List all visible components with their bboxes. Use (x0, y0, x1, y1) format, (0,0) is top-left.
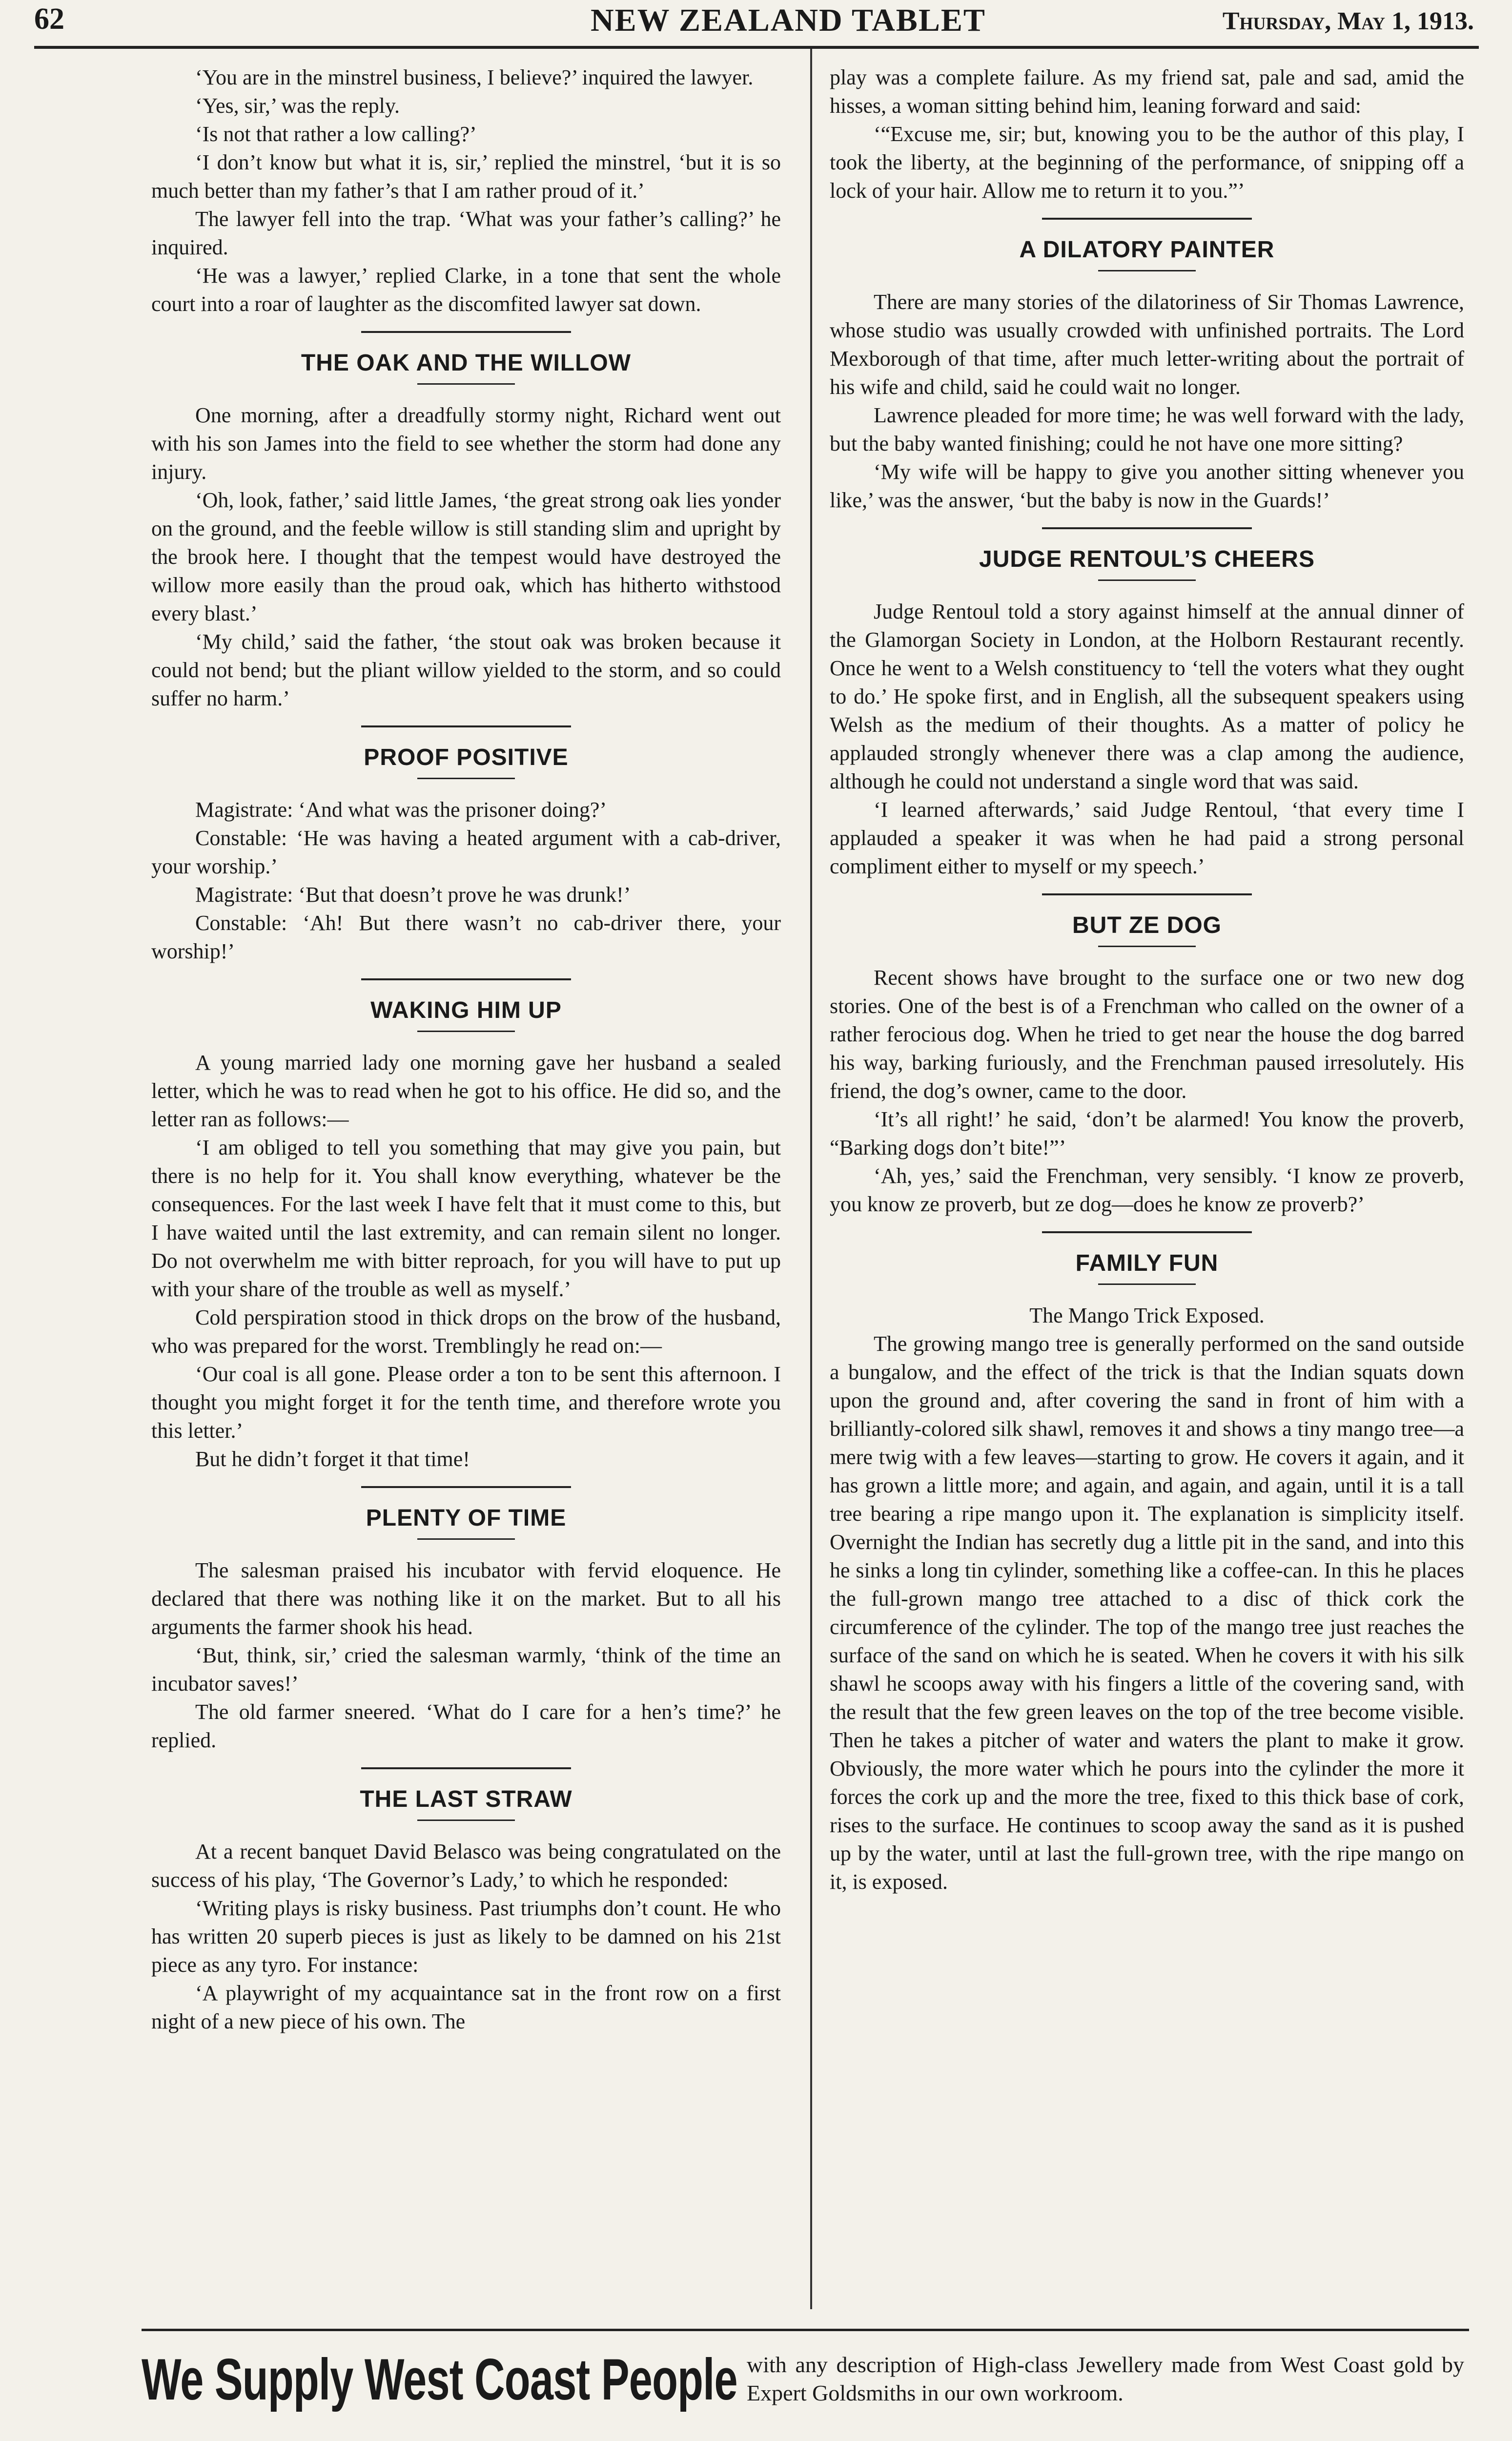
story-heading: PROOF POSITIVE (364, 745, 569, 770)
right-column (830, 63, 1464, 1909)
story-heading: THE LAST STRAW (360, 1786, 572, 1812)
section-rule (1042, 218, 1252, 220)
paragraph: ‘“Excuse me, sir; but, knowing you to be the author of this play, I took the liberty, at the beginning of the performance, of snipping off a lock of your hair. Allow me to return it to you.”’ (830, 122, 1464, 203)
paragraph: At a recent banquet David Belasco was being congratulated on the success of his play, ‘The Governor’s Lady,’ to which he responded: (151, 1840, 781, 1892)
paragraph: ‘Oh, look, father,’ said little James, ‘the great strong oak lies yonder on the ground, and the feeble willow is still standing slim and upright by the brook here. I thought that the tempest would have destroyed the willow more easily than the proud oak, which has hitherto withstood every blast.’ (151, 488, 781, 625)
paragraph: ‘But, think, sir,’ cried the salesman warmly, ‘think of the time an incubator saves!’ (151, 1643, 781, 1696)
story-but-ze-dog (830, 912, 1464, 1219)
left-column (151, 63, 781, 2048)
paragraph: ‘You are in the minstrel business, I believe?’ inquired the lawyer. (195, 65, 754, 89)
paragraph: ‘Writing plays is risky business. Past triumphs don’t count. He who has written 20 superb pieces is just as likely to be damned on his 21st piece as any tyro. For instance: (151, 1896, 781, 1977)
story-family-fun (830, 1250, 1464, 1896)
paragraph: The growing mango tree is generally performed on the sand outside a bungalow, and the effect of the trick is that the Indian squats down upon the ground and, after covering the sand in front of him with a brilliantly-colored silk shawl, removes it and shows a tiny mango tree—a mere twig with a few leaves—starting to grow. He covers it again, and it has grown a little more; and again, and again, and again, until it is a tall tree bearing a ripe mango upon it. The explanation is simplicity itself. Overnight the Indian has secretly dug a little pit in the sand, and into this he sinks a long tin cylinder, something like a coffee-can. In this he places the full-grown mango tree attached to a disc of thick cork the circumference of the cylinder. The top of the mango tree just reaches the surface of the sand on which he is seated. When he covers it with his silk shawl he scoops away with his fingers a little of the covering sand, with the result that the few green leaves on the top of the tree become visible. Then he takes a pitcher of water and waters the plant to make it grow. Obviously, the more water which he pours into the cylinder the more it forces the cork up and the more the tree, fixed to this thick base of cork, rises to the surface. He continues to scoop away the sand as it is pushed up by the water, until at last the full-grown tree, with the ripe mango on it, is exposed. (830, 1332, 1464, 1894)
heading-rule (417, 1031, 515, 1032)
masthead (34, 2, 1479, 49)
story-last-straw (151, 1786, 781, 2036)
paragraph: ‘I am obliged to tell you something that may give you pain, but there is no help for it. You shall know everything, whatever be the consequences. For the last week I have felt that it must come to this, but I have waited until the last extremity, and can remain silent no longer. Do not overwhelm me with bitter reproach, for you will have to put up with your share of the trouble as well as myself.’ (151, 1136, 781, 1301)
section-rule (361, 1486, 571, 1488)
paragraph: ‘Yes, sir,’ was the reply. (195, 94, 400, 118)
paragraph: One morning, after a dreadfully stormy night, Richard went out with his son James into the field to see whether the storm had done any injury. (151, 403, 781, 484)
paragraph: ‘Ah, yes,’ said the Frenchman, very sensibly. ‘I know ze proverb, you know ze proverb, but ze dog—does he know ze proverb?’ (830, 1164, 1464, 1216)
heading-rule (1098, 270, 1196, 271)
publication-title: NEW ZEALAND TABLET (591, 2, 986, 38)
paragraph: play was a complete failure. As my friend sat, pale and sad, amid the hisses, a woman sitting behind him, leaning forward and said: (830, 65, 1464, 118)
paragraph: Constable: ‘He was having a heated argument with a cab-driver, your worship.’ (151, 826, 781, 878)
paragraph: ‘He was a lawyer,’ replied Clarke, in a tone that sent the whole court into a roar of laughter as the discomfited lawyer sat down. (151, 264, 781, 316)
story-heading: JUDGE RENTOUL’S CHEERS (979, 546, 1315, 572)
page-number: 62 (34, 2, 64, 36)
minstrel-story-continuation (151, 63, 781, 318)
heading-rule (417, 1820, 515, 1821)
heading-rule (1098, 579, 1196, 581)
section-rule (361, 978, 571, 980)
last-straw-continuation (830, 63, 1464, 205)
paragraph: There are many stories of the dilatoriness of Sir Thomas Lawrence, whose studio was usually crowded with unfinished portraits. The Lord Mexborough of that time, after much letter-writing about the portrait of his wife and child, said he could wait no longer. (830, 290, 1464, 399)
jeweller-advertisement (142, 2329, 1469, 2441)
paragraph: A young married lady one morning gave her husband a sealed letter, which he was to read when he got to his office. He did so, and the letter ran as follows:— (151, 1051, 781, 1131)
story-heading: A DILATORY PAINTER (1019, 237, 1275, 263)
section-rule (1042, 893, 1252, 895)
section-rule (1042, 1231, 1252, 1233)
heading-rule (1098, 946, 1196, 947)
ad-tagline: with any description of High-class Jewellery made from West Coast gold by Expert Goldsmiths in our own workroom. (747, 2352, 1464, 2405)
paragraph: ‘Is not that rather a low calling?’ (195, 122, 477, 146)
paragraph: Constable: ‘Ah! But there wasn’t no cab-driver there, your worship!’ (151, 911, 781, 963)
story-proof-positive (151, 744, 781, 966)
story-dilatory-painter (830, 236, 1464, 515)
paragraph: ‘My child,’ said the father, ‘the stout oak was broken because it could not bend; but the pliant willow yielded to the storm, and so could suffer no harm.’ (151, 630, 781, 710)
section-rule (361, 725, 571, 727)
paragraph: ‘Our coal is all gone. Please order a ton to be sent this afternoon. I thought you might forget it for the tenth time, and therefore wrote you this letter.’ (151, 1362, 781, 1443)
paragraph: Cold perspiration stood in thick drops on the brow of the husband, who was prepared for the worst. Tremblingly he read on:— (151, 1305, 781, 1358)
paragraph: But he didn’t forget it that time! (195, 1447, 470, 1471)
heading-rule (1098, 1283, 1196, 1285)
heading-rule (417, 778, 515, 779)
column-divider (810, 49, 812, 2309)
paragraph: Recent shows have brought to the surface one or two new dog stories. One of the best is of a Frenchman who called on the owner of a rather ferocious dog. When he tried to get near the house the dog barred his way, barking furiously, and the Frenchman paused irresolutely. His friend, the dog’s owner, came to the door. (830, 966, 1464, 1103)
paragraph: ‘My wife will be happy to give you another sitting whenever you like,’ was the answer, ‘but the baby is now in the Guards!’ (830, 460, 1464, 512)
story-heading: BUT ZE DOG (1072, 912, 1222, 938)
story-heading: WAKING HIM UP (370, 997, 562, 1023)
story-waking-him-up (151, 997, 781, 1473)
story-heading: PLENTY OF TIME (366, 1505, 567, 1531)
heading-rule (417, 383, 515, 385)
story-judge-rentouls-cheers (830, 546, 1464, 881)
paragraph: ‘It’s all right!’ he said, ‘don’t be alarmed! You know the proverb, “Barking dogs don’t bite!”’ (830, 1107, 1464, 1159)
paragraph: ‘I learned afterwards,’ said Judge Rentoul, ‘that every time I applauded a speaker it was when he had paid a strong personal compliment either to myself or my speech.’ (830, 798, 1464, 878)
issue-date: Thursday, May 1, 1913. (1222, 7, 1474, 35)
story-plenty-of-time (151, 1505, 781, 1755)
ad-headline: We Supply West Coast People (142, 2347, 737, 2412)
section-rule (361, 1767, 571, 1769)
story-subtitle: The Mango Trick Exposed. (1029, 1303, 1265, 1327)
heading-rule (417, 1538, 515, 1540)
paragraph: Judge Rentoul told a story against himself at the annual dinner of the Glamorgan Society in London, at the Holborn Restaurant recently. Once he went to a Welsh constituency to ‘tell the voters what they ought to do.’ He spoke first, and in English, all the subsequent speakers using Welsh as the medium of their thoughts. As a matter of policy he applauded strongly whenever there was a clap among the audience, although he could not understand a single word that was said. (830, 600, 1464, 793)
paragraph: Lawrence pleaded for more time; he was well forward with the lady, but the baby wanted finishing; could he not have one more sitting? (830, 403, 1464, 455)
paragraph: The lawyer fell into the trap. ‘What was your father’s calling?’ he inquired. (151, 207, 781, 259)
paragraph: ‘I don’t know but what it is, sir,’ replied the minstrel, ‘but it is so much better than my father’s that I am rather proud of it.’ (151, 150, 781, 203)
paragraph: Magistrate: ‘But that doesn’t prove he was drunk!’ (195, 883, 631, 907)
section-rule (361, 331, 571, 333)
section-rule (1042, 527, 1252, 529)
story-oak-and-willow (151, 350, 781, 713)
story-heading: THE OAK AND THE WILLOW (301, 350, 632, 376)
paragraph: The salesman praised his incubator with fervid eloquence. He declared that there was nothing like it on the market. But to all his arguments the farmer shook his head. (151, 1558, 781, 1639)
story-heading: FAMILY FUN (1075, 1250, 1219, 1276)
paragraph: Magistrate: ‘And what was the prisoner doing?’ (195, 798, 607, 822)
paragraph: ‘A playwright of my acquaintance sat in the front row on a first night of a new piece of his own. The (151, 1981, 781, 2033)
paragraph: The old farmer sneered. ‘What do I care for a hen’s time?’ he replied. (151, 1700, 781, 1752)
